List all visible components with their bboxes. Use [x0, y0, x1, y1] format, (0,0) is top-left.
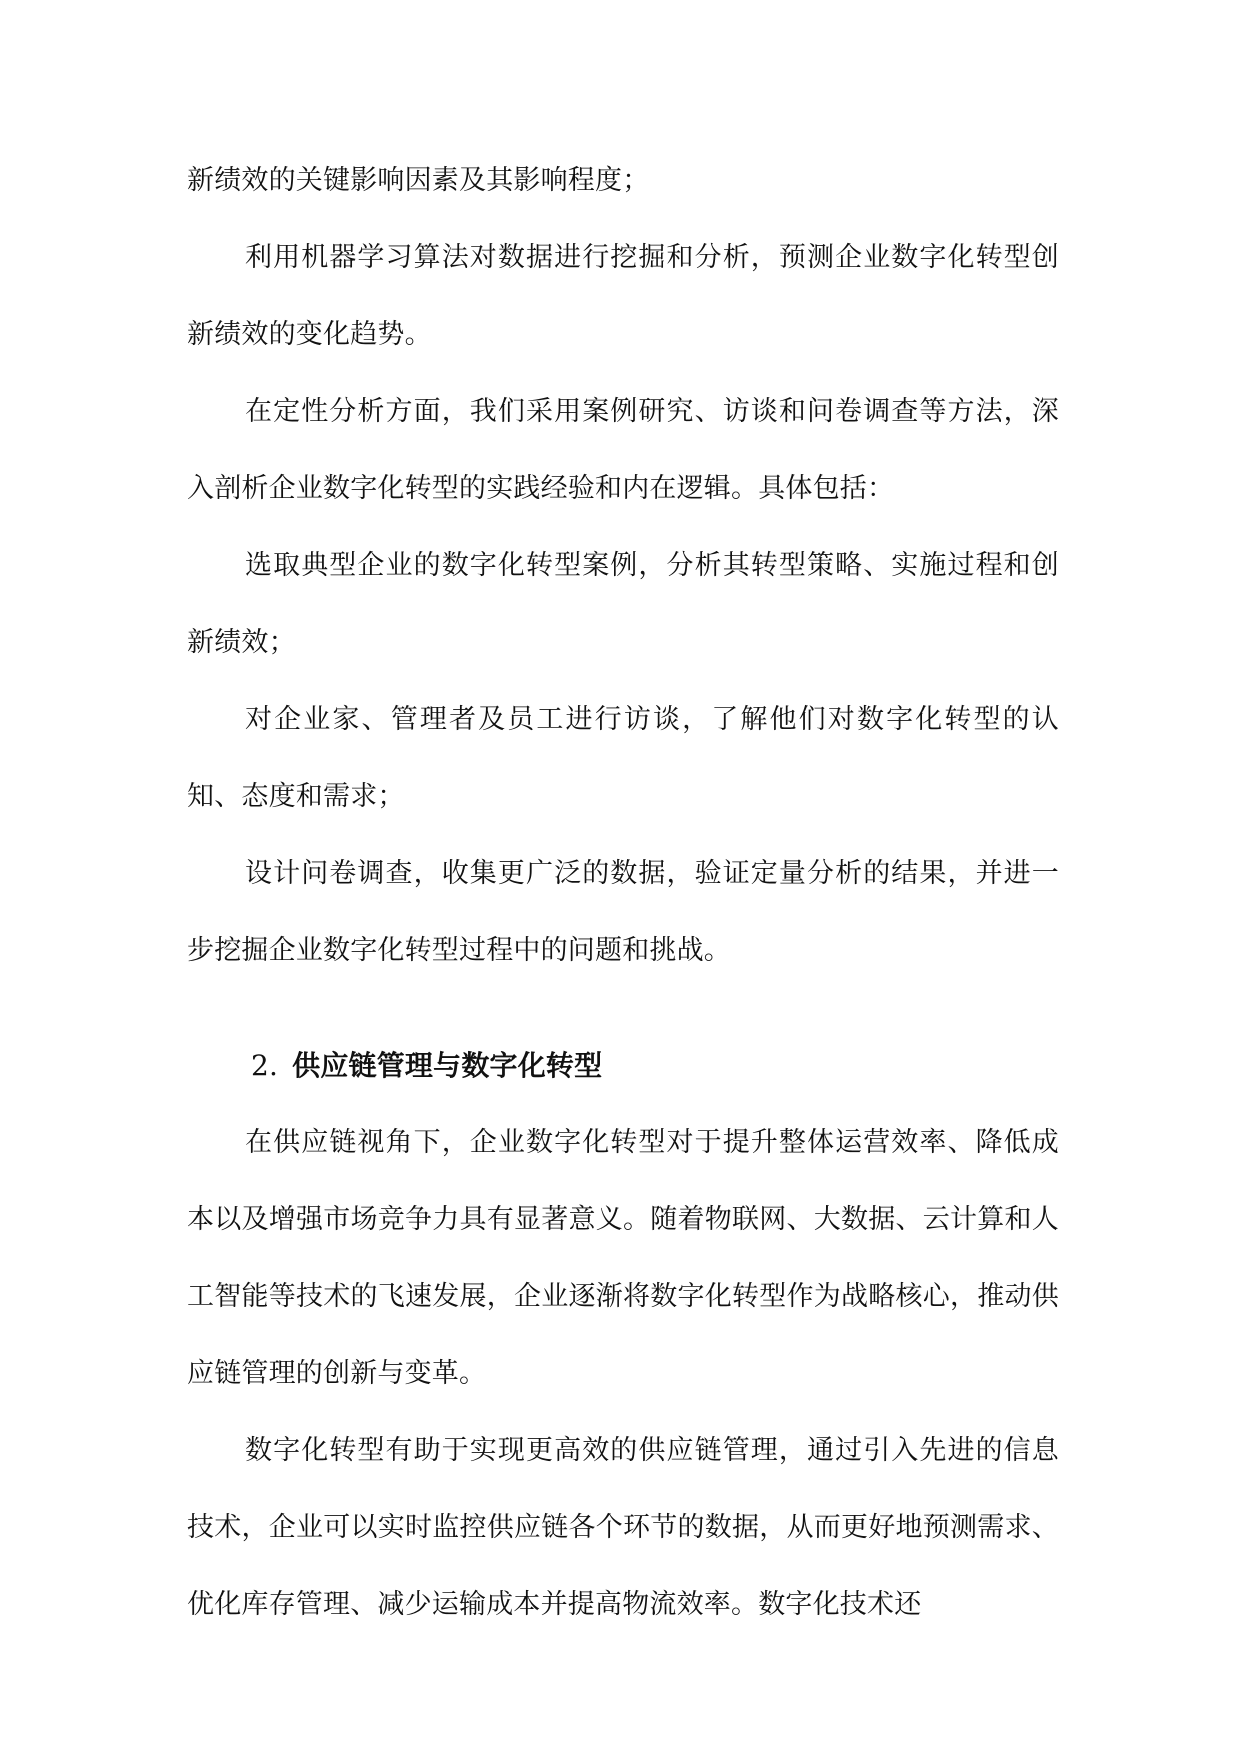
paragraph-continued: 新绩效的关键影响因素及其影响程度；	[187, 165, 650, 196]
paragraph: 数字化转型有助于实现更高效的供应链管理，通过引入先进的信息技术，企业可以实时监控供应链各个环节的数据，从而更好地预测需求、优化库存管理、减少运输成本并提高物流效率。数字化技术还	[187, 1435, 1059, 1620]
section-heading	[187, 1027, 1059, 1104]
section-number: 2.	[251, 1049, 279, 1082]
document-body	[187, 142, 1059, 1643]
paragraph: 在定性分析方面，我们采用案例研究、访谈和问卷调查等方法，深入剖析企业数字化转型的实践经验和内在逻辑。具体包括：	[187, 396, 1059, 504]
list-paragraph: 选取典型企业的数字化转型案例，分析其转型策略、实施过程和创新绩效；	[187, 550, 1059, 658]
list-paragraph: 对企业家、管理者及员工进行访谈，了解他们对数字化转型的认知、态度和需求；	[187, 704, 1059, 812]
paragraph: 利用机器学习算法对数据进行挖掘和分析，预测企业数字化转型创新绩效的变化趋势。	[187, 242, 1059, 350]
section-title: 供应链管理与数字化转型	[292, 1049, 603, 1082]
paragraph: 在供应链视角下，企业数字化转型对于提升整体运营效率、降低成本以及增强市场竞争力具有显著意义。随着物联网、大数据、云计算和人工智能等技术的飞速发展，企业逐渐将数字化转型作为战略核心，推动供应链管理的创新与变革。	[187, 1127, 1059, 1389]
list-paragraph: 设计问卷调查，收集更广泛的数据，验证定量分析的结果，并进一步挖掘企业数字化转型过程中的问题和挑战。	[187, 858, 1059, 966]
